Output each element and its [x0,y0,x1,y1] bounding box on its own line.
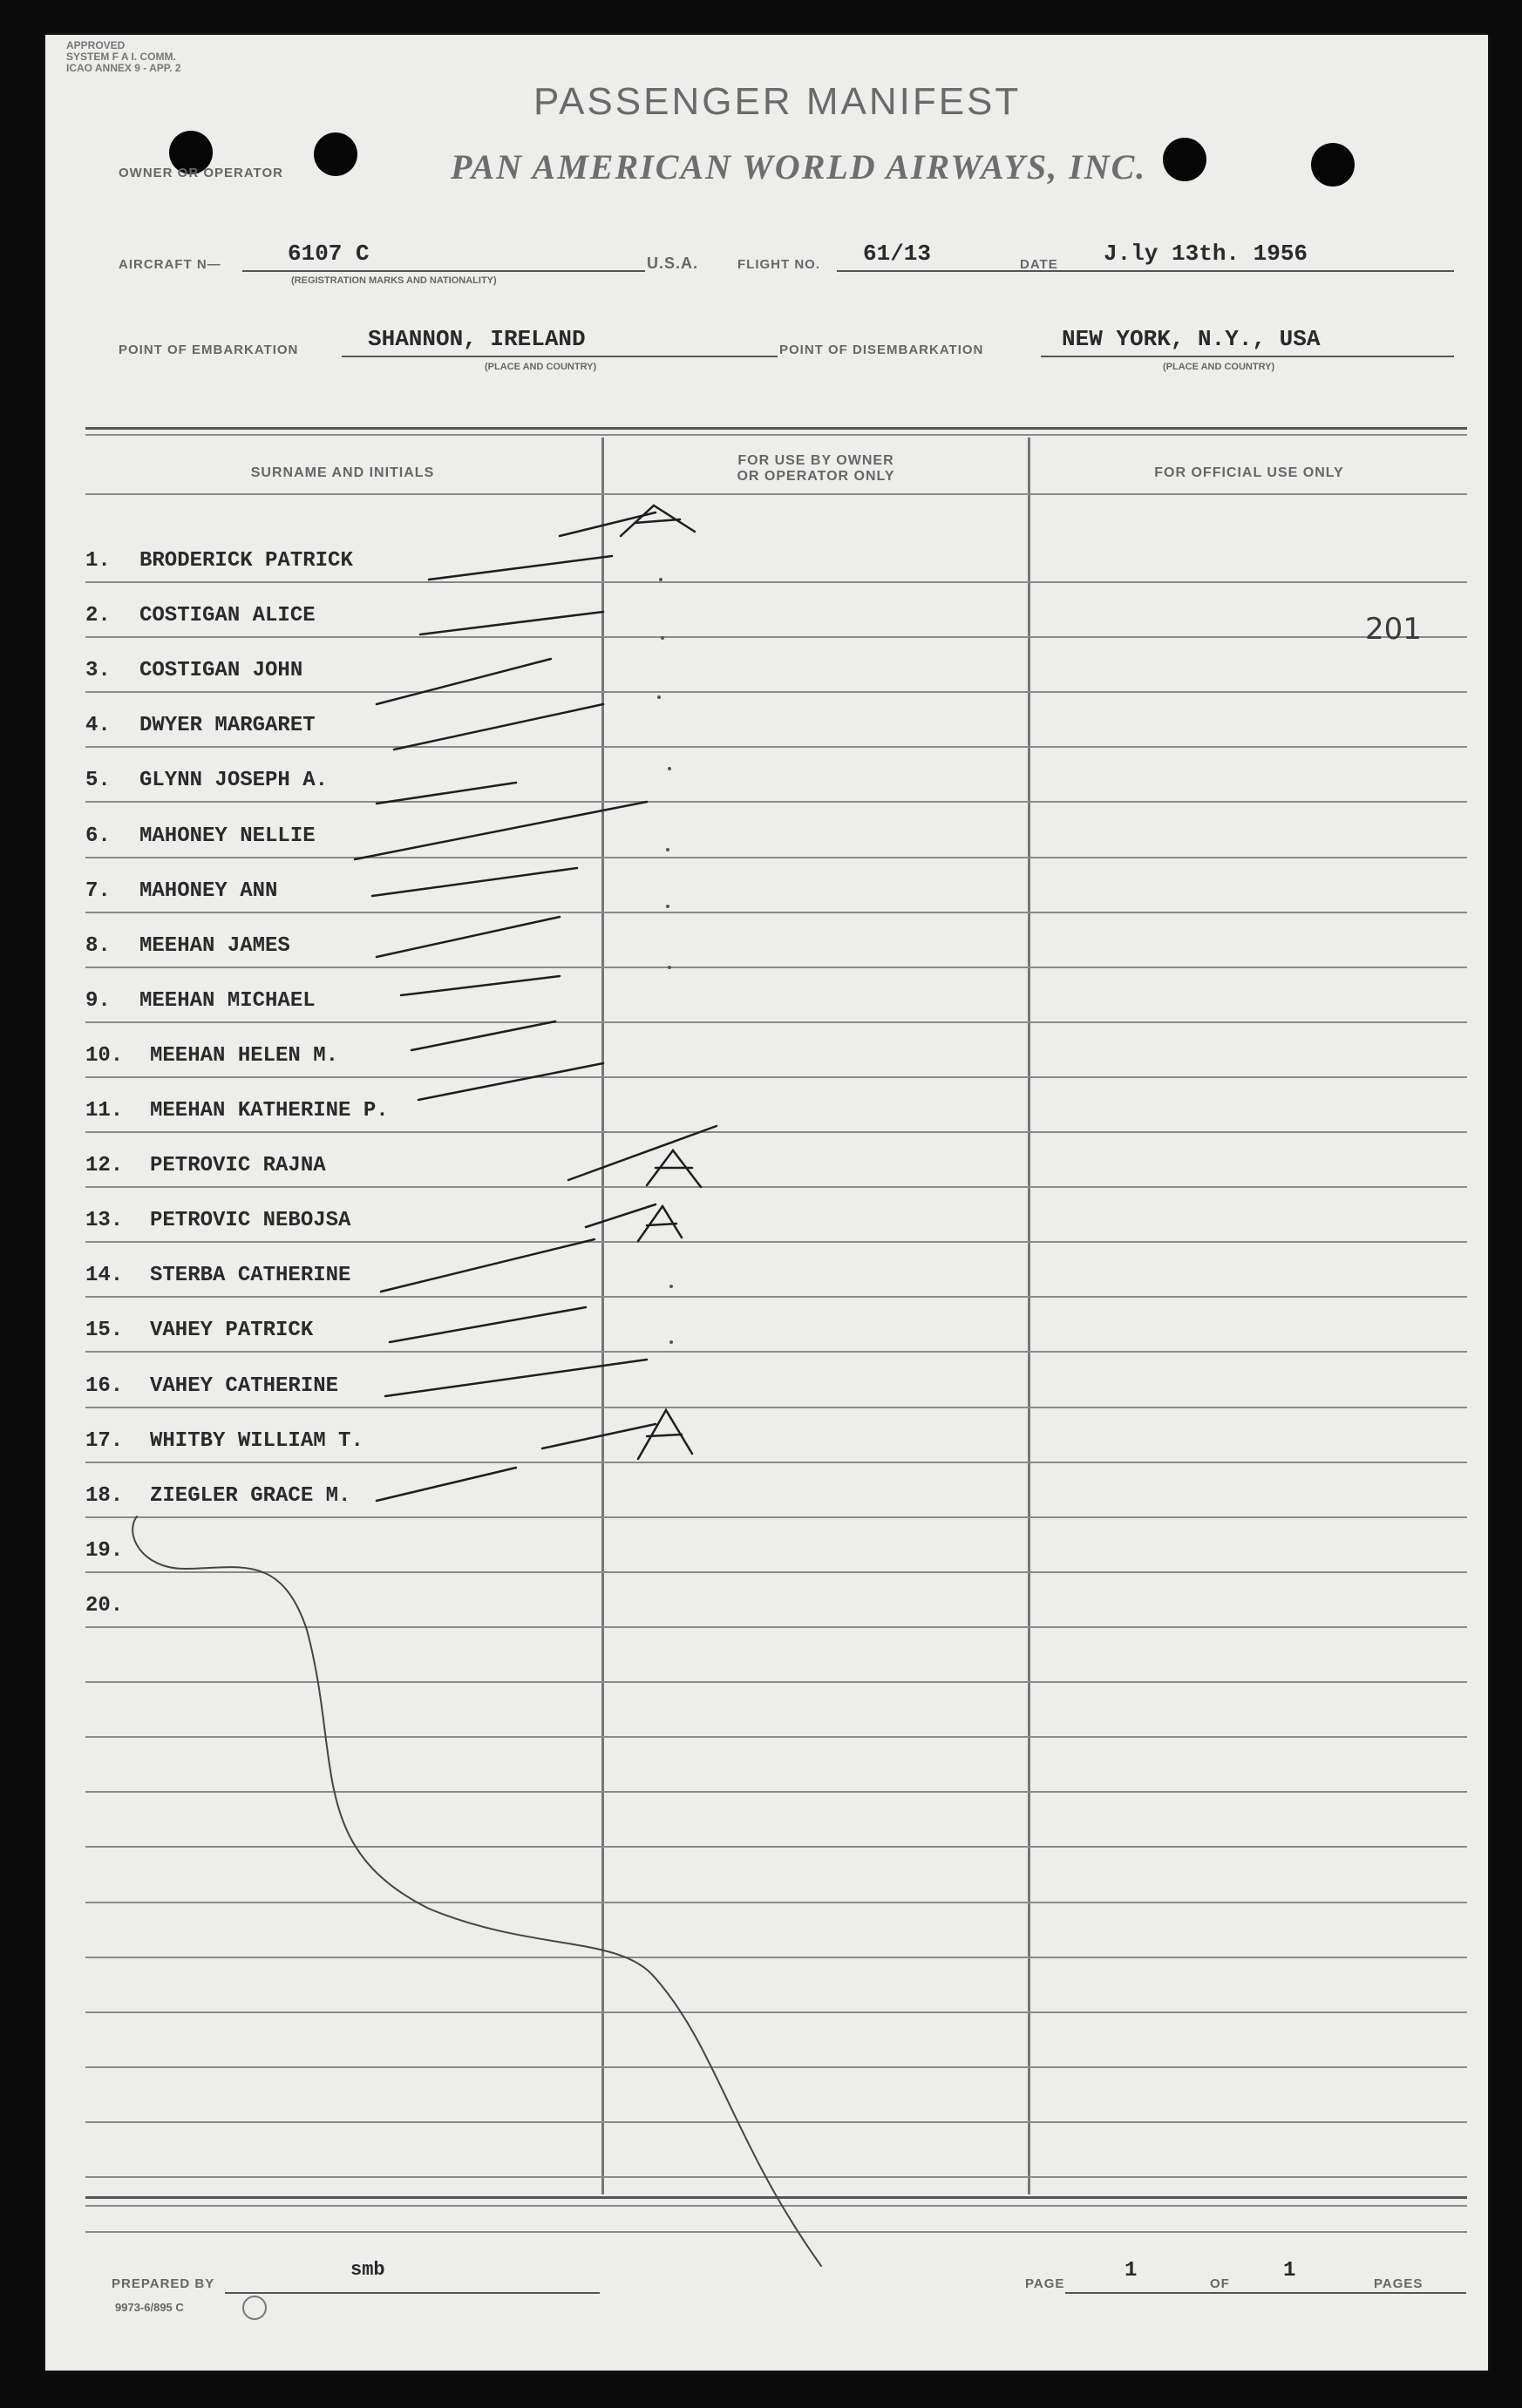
date-value: J.ly 13th. 1956 [1104,241,1308,267]
passenger-name: VAHEY CATHERINE [150,1374,339,1398]
flight-value: 61/13 [863,241,932,267]
row-number: 5. [85,769,111,793]
row-number: 8. [85,933,111,958]
union-label-icon [242,2296,267,2320]
date-underline [1062,270,1454,272]
table-row [45,804,1488,858]
passenger-name: VAHEY PATRICK [150,1319,314,1343]
approval-note [66,40,181,74]
row-number: 7. [85,878,111,903]
passenger-name: MEEHAN KATHERINE P. [150,1099,389,1123]
page-underline [1065,2292,1466,2294]
passenger-name: ZIEGLER GRACE M. [150,1483,351,1508]
form-number: 9973-6/895 C [115,2301,184,2314]
table-row [45,528,1488,583]
header-owner-use-1: FOR USE BY OWNER [737,453,894,468]
row-number: 15. [85,1319,124,1343]
blank-row-rule [85,2011,1467,2013]
passenger-name: DWYER MARGARET [139,714,316,738]
table-row [45,748,1488,803]
blank-row-rule [85,2121,1467,2123]
table-row [45,1188,1488,1243]
approval-line-2: SYSTEM F A I. COMM. [66,51,176,63]
approval-line-3: ICAO ANNEX 9 - APP. 2 [66,62,181,74]
row-rule [85,1626,1467,1628]
passenger-name: MEEHAN MICHAEL [139,988,316,1013]
prepared-underline [225,2292,600,2294]
prepared-label: PREPARED BY [112,2276,215,2291]
blank-row-rule [85,2066,1467,2068]
row-number: 12. [85,1154,124,1178]
row-number: 4. [85,714,111,738]
embark-underline [342,356,778,357]
blank-row-rule [85,1681,1467,1683]
table-row [45,1463,1488,1518]
official-note: 201 [1365,612,1422,647]
row-number: 20. [85,1593,124,1618]
punch-hole [314,132,357,176]
table-row [45,968,1488,1023]
passenger-name: GLYNN JOSEPH A. [139,769,329,793]
passenger-name: PETROVIC NEBOJSA [150,1209,351,1233]
blank-row-rule [85,2231,1467,2233]
aircraft-value: 6107 C [288,241,370,267]
pages-label: PAGES [1374,2276,1423,2291]
passenger-name: STERBA CATHERINE [150,1264,351,1288]
table-row [45,1133,1488,1188]
blank-row-rule [85,1736,1467,1738]
row-number: 14. [85,1264,124,1288]
aircraft-label: AIRCRAFT N— [119,257,221,272]
header-owner-use-2: OR OPERATOR ONLY [737,469,895,484]
table-row [45,1298,1488,1353]
passenger-name: COSTIGAN ALICE [139,604,316,628]
aircraft-underline [242,270,645,272]
blank-row-rule [85,1846,1467,1848]
manifest-page [45,35,1488,2371]
blank-row-rule [85,2176,1467,2178]
table-row [45,1408,1488,1463]
header-rule [85,493,1467,495]
embark-value: SHANNON, IRELAND [368,326,586,352]
table-bottom-rule-2 [85,2205,1467,2207]
page-label: PAGE [1025,2276,1065,2291]
passenger-name: MEEHAN HELEN M. [150,1043,339,1068]
page-value: 1 [1125,2259,1138,2283]
disembark-label: POINT OF DISEMBARKATION [779,343,984,357]
header-owner-use [605,453,1027,485]
owner-label: OWNER OR OPERATOR [119,166,283,180]
passenger-name: PETROVIC RAJNA [150,1154,326,1178]
disembark-underline [1041,356,1454,357]
row-number: 13. [85,1209,124,1233]
table-row [45,1023,1488,1078]
row-number: 10. [85,1043,124,1068]
header-official: FOR OFFICIAL USE ONLY [1154,465,1344,480]
blank-row-rule [85,1791,1467,1793]
table-bottom-rule [85,2196,1467,2199]
table-row [45,1573,1488,1628]
table-row [45,1518,1488,1573]
table-row [45,858,1488,913]
of-label: OF [1210,2276,1230,2291]
embark-note: (PLACE AND COUNTRY) [485,362,597,372]
passenger-name: COSTIGAN JOHN [139,659,303,683]
row-number: 2. [85,604,111,628]
blank-row-rule [85,1957,1467,1958]
punch-hole [1163,138,1206,181]
row-number: 11. [85,1099,124,1123]
registration-note: (REGISTRATION MARKS AND NATIONALITY) [291,275,497,286]
usa-label: U.S.A. [647,254,699,272]
header-surname: SURNAME AND INITIALS [250,465,435,480]
passenger-name: MAHONEY ANN [139,878,278,903]
passenger-name: MAHONEY NELLIE [139,824,316,848]
row-number: 18. [85,1483,124,1508]
embark-label: POINT OF EMBARKATION [119,343,299,357]
table-row [45,583,1488,638]
flight-label: FLIGHT NO. [737,257,820,272]
punch-hole [1311,143,1355,187]
row-number: 3. [85,659,111,683]
table-top-rule-2 [85,434,1467,436]
passenger-name: WHITBY WILLIAM T. [150,1428,364,1453]
table-row [45,1243,1488,1298]
row-number: 1. [85,549,111,573]
row-number: 6. [85,824,111,848]
table-row [45,1353,1488,1408]
passenger-name: BRODERICK PATRICK [139,549,353,573]
table-row [45,638,1488,693]
of-value: 1 [1283,2259,1296,2283]
row-number: 16. [85,1374,124,1398]
row-number: 9. [85,988,111,1013]
date-label: DATE [1020,257,1058,272]
approval-line-1: APPROVED [66,39,126,51]
prepared-value: smb [350,2259,385,2281]
disembark-note: (PLACE AND COUNTRY) [1163,362,1275,372]
table-row [45,913,1488,968]
table-row [45,693,1488,748]
form-title: PASSENGER MANIFEST [533,80,1022,123]
disembark-value: NEW YORK, N.Y., USA [1062,326,1321,352]
row-number: 17. [85,1428,124,1453]
passenger-name: MEEHAN JAMES [139,933,290,958]
airline-name: PAN AMERICAN WORLD AIRWAYS, INC. [451,147,1147,187]
blank-row-rule [85,1902,1467,1903]
row-number: 19. [85,1538,124,1563]
table-row [45,1078,1488,1133]
table-top-rule [85,427,1467,430]
